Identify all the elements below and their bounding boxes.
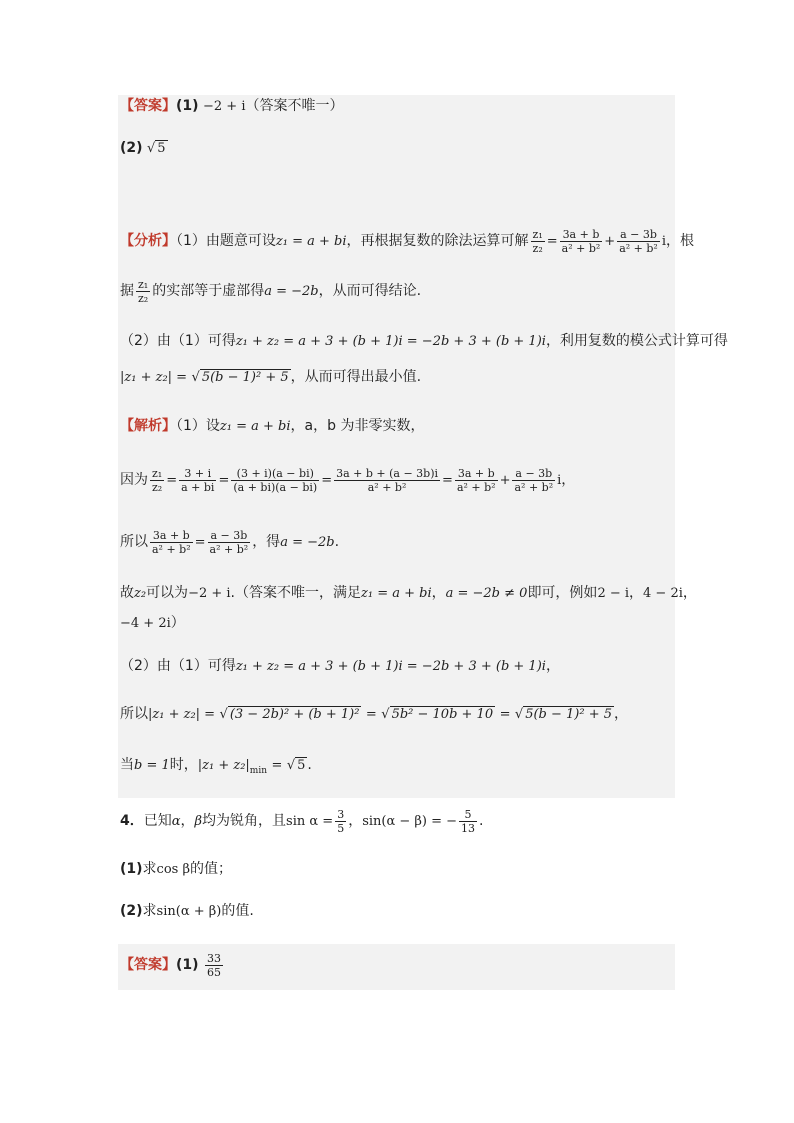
fraction xyxy=(617,228,660,255)
frac-den: z₂ xyxy=(138,291,149,305)
solution-text: . xyxy=(307,757,312,773)
math-expr: z₂ xyxy=(134,586,147,601)
analysis-text: 的实部等于虚部得 xyxy=(152,283,265,299)
question-text: 求 xyxy=(142,903,157,919)
question-label: (1) xyxy=(120,861,143,877)
math-expr: a = −2b ≠ 0 xyxy=(445,586,528,601)
sqrt-expr: √ (3 − 2b)² + (b + 1)² xyxy=(219,707,360,722)
analysis-text: 据 xyxy=(120,283,134,299)
solution-line-2 xyxy=(120,463,575,498)
math-op: = xyxy=(499,707,511,722)
frac-den: a + bi xyxy=(181,480,215,494)
answer1-note: （答案不唯一） xyxy=(245,98,344,114)
solution-text: ，a，b 为非零实数， xyxy=(290,418,425,434)
analysis-line-2 xyxy=(120,276,421,307)
frac-num: z₁ xyxy=(152,466,163,480)
frac-num: 3 xyxy=(337,807,345,821)
fraction xyxy=(531,228,545,255)
math-op: = xyxy=(194,535,206,550)
math-expr: a = −2b xyxy=(264,284,319,299)
fraction xyxy=(560,228,603,255)
math-expr: z₁ = a + bi xyxy=(219,419,291,434)
frac-num: z₁ xyxy=(138,277,149,291)
math-expr: a = −2b xyxy=(280,535,335,550)
math-op: = xyxy=(218,473,230,488)
fraction xyxy=(455,467,498,494)
question-text: 的值. xyxy=(221,903,254,919)
frac-den: 13 xyxy=(461,821,476,835)
math-op: = xyxy=(321,473,333,488)
problem-number: 4． xyxy=(120,813,144,829)
frac-den: a² + b² xyxy=(209,542,249,556)
analysis-line-4 xyxy=(120,367,421,388)
solution-text: 所以 xyxy=(120,706,148,722)
frac-num: z₁ xyxy=(532,227,543,241)
math-expr: 4 − 2i xyxy=(643,586,683,601)
frac-den: z₂ xyxy=(152,480,163,494)
fraction xyxy=(205,952,223,979)
solution-text: ， xyxy=(545,658,560,674)
solution-text: （2）由（1）可得 xyxy=(120,658,236,674)
analysis-text: ，根 xyxy=(666,233,695,249)
frac-num: (3 + i)(a − bi) xyxy=(231,467,319,481)
math-expr: z₁ + z₂ = a + 3 + (b + 1)i = −2b + 3 + (b + 1)i xyxy=(235,659,546,674)
solution-tag: 【解析】 xyxy=(120,418,176,434)
fraction xyxy=(150,529,193,556)
sqrt-expr: √ 5b² − 10b + 10 xyxy=(381,707,494,722)
math-i: i xyxy=(557,473,562,488)
answer2-sqrt: √ 5 xyxy=(147,141,166,156)
fraction xyxy=(334,467,440,494)
problem-4-question-1 xyxy=(120,859,232,880)
math-expr: −2 + i xyxy=(188,586,231,601)
answer1-value: −2 + i xyxy=(203,99,246,114)
frac-num: a − 3b xyxy=(617,228,660,242)
analysis-text: （2）由（1）可得 xyxy=(120,333,236,349)
frac-num: 3a + b xyxy=(455,467,498,481)
math-expr: cos β xyxy=(156,862,190,877)
frac-num: 3 + i xyxy=(179,467,216,481)
solution-text: ） xyxy=(170,615,185,631)
frac-num: 3a + b xyxy=(150,529,193,543)
solution-line-7 xyxy=(120,704,628,725)
solution-text: 当 xyxy=(120,757,134,773)
math-expr: β xyxy=(194,814,203,829)
answer-line-block2 xyxy=(120,950,225,980)
solution-line-6 xyxy=(120,656,560,677)
solution-block-1 xyxy=(118,95,675,798)
problem-4-statement xyxy=(120,806,484,837)
math-expr: |z₁ + z₂| = xyxy=(120,370,188,385)
solution-text: 因为 xyxy=(120,472,148,488)
frac-den: a² + b² xyxy=(152,542,191,556)
solution-text: ， xyxy=(561,472,576,488)
math-expr: z₁ + z₂ = a + 3 + (b + 1)i = −2b + 3 + (b + 1)i xyxy=(235,334,546,349)
solution-text: （1）设 xyxy=(176,418,220,434)
problem-text: ， xyxy=(180,813,195,829)
frac-den: a² + b² xyxy=(514,480,554,494)
fraction xyxy=(150,467,164,494)
frac-den: z₂ xyxy=(532,241,543,255)
fraction xyxy=(459,808,477,835)
sqrt-expr: √ 5 xyxy=(286,758,306,773)
fraction xyxy=(136,278,150,305)
frac-num: 3a + b + (a − 3b)i xyxy=(336,466,439,480)
solution-text: ， xyxy=(614,706,629,722)
problem-text: 均为锐角，且 xyxy=(202,813,287,829)
frac-den: a² + b² xyxy=(619,241,658,255)
question-text: 的值； xyxy=(189,861,232,877)
math-op: = xyxy=(442,473,453,488)
frac-den: a² + b² xyxy=(561,241,601,255)
math-op: = xyxy=(271,758,283,773)
solution-line-5 xyxy=(120,613,185,634)
analysis-tag: 【分析】 xyxy=(120,233,176,249)
math-expr: 2 − i xyxy=(597,586,630,601)
math-expr: z₁ = a + bi xyxy=(275,234,347,249)
analysis-line-3 xyxy=(120,331,728,352)
problem-text: ， xyxy=(348,813,363,829)
analysis-text: ，再根据复数的除法运算可解 xyxy=(346,233,529,249)
math-sub: min xyxy=(249,765,268,776)
math-expr: −4 + 2i xyxy=(120,616,171,631)
sqrt-expr: √ 5(b − 1)² + 5 xyxy=(191,370,289,385)
solution-line-8 xyxy=(120,755,312,781)
problem-text: 已知 xyxy=(143,813,172,829)
answer-line-2 xyxy=(120,138,168,159)
frac-den: 65 xyxy=(207,965,221,979)
math-expr: sin α = xyxy=(286,814,334,829)
frac-den: (a + bi)(a − bi) xyxy=(233,480,318,494)
analysis-text: ，利用复数的模公式计算可得 xyxy=(545,333,728,349)
frac-num: 33 xyxy=(207,951,221,965)
fraction xyxy=(208,529,251,556)
analysis-text: ，从而可得出最小值. xyxy=(290,369,422,385)
solution-text: 时， xyxy=(169,757,198,773)
analysis-text: ，从而可得结论. xyxy=(318,283,422,299)
solution-text: 即可，例如 xyxy=(527,585,598,601)
math-op: = xyxy=(166,473,178,488)
solution-text: . xyxy=(334,534,340,550)
solution-text: ， xyxy=(629,585,644,601)
problem-text: . xyxy=(479,813,484,829)
fraction xyxy=(512,467,555,494)
frac-num: 5 xyxy=(459,808,477,822)
math-expr: |z₁ + z₂| xyxy=(197,758,250,773)
frac-den: a² + b² xyxy=(367,480,407,494)
solution-line-1 xyxy=(120,416,424,437)
solution-text: ， xyxy=(682,585,697,601)
math-expr: sin(α + β) xyxy=(156,904,222,919)
math-expr: |z₁ + z₂| = xyxy=(148,707,216,722)
sqrt-expr: √ 5(b − 1)² + 5 xyxy=(514,707,613,722)
frac-num: a − 3b xyxy=(208,529,251,543)
answer1-label: (1) xyxy=(176,957,199,973)
math-expr: α xyxy=(171,814,181,829)
solution-line-4 xyxy=(120,583,697,604)
math-op: = xyxy=(365,707,377,722)
solution-text: ， xyxy=(431,585,446,601)
math-op: + xyxy=(499,473,511,488)
math-op: + xyxy=(604,234,616,249)
frac-den: a² + b² xyxy=(456,480,496,494)
math-i: i xyxy=(661,234,667,249)
frac-den: 5 xyxy=(337,821,345,835)
solution-line-3 xyxy=(120,525,339,560)
answer-tag: 【答案】 xyxy=(120,957,176,973)
answer1-label: (1) xyxy=(176,98,199,114)
frac-num: a − 3b xyxy=(512,467,555,481)
solution-text: 所以 xyxy=(120,534,148,550)
problem-4-question-2 xyxy=(120,901,254,922)
answer2-label: (2) xyxy=(120,140,143,156)
solution-text: .（答案不唯一，满足 xyxy=(230,585,361,601)
answer-line-1 xyxy=(120,96,343,117)
solution-text: ，得 xyxy=(252,534,281,550)
frac-num: 3a + b xyxy=(560,228,603,242)
solution-text: 故 xyxy=(120,585,134,601)
fraction xyxy=(179,467,216,494)
analysis-line-1 xyxy=(120,226,694,257)
answer-tag: 【答案】 xyxy=(120,98,176,114)
analysis-text: （1）由题意可设 xyxy=(176,233,276,249)
math-expr: z₁ = a + bi xyxy=(361,586,432,601)
question-label: (2) xyxy=(120,903,143,919)
math-expr: sin(α − β) = − xyxy=(362,814,458,829)
fraction xyxy=(231,467,319,494)
solution-text: 可以为 xyxy=(146,585,189,601)
question-text: 求 xyxy=(142,861,157,877)
fraction xyxy=(335,808,346,835)
math-expr: b = 1 xyxy=(134,758,170,773)
math-op: = xyxy=(546,234,558,249)
